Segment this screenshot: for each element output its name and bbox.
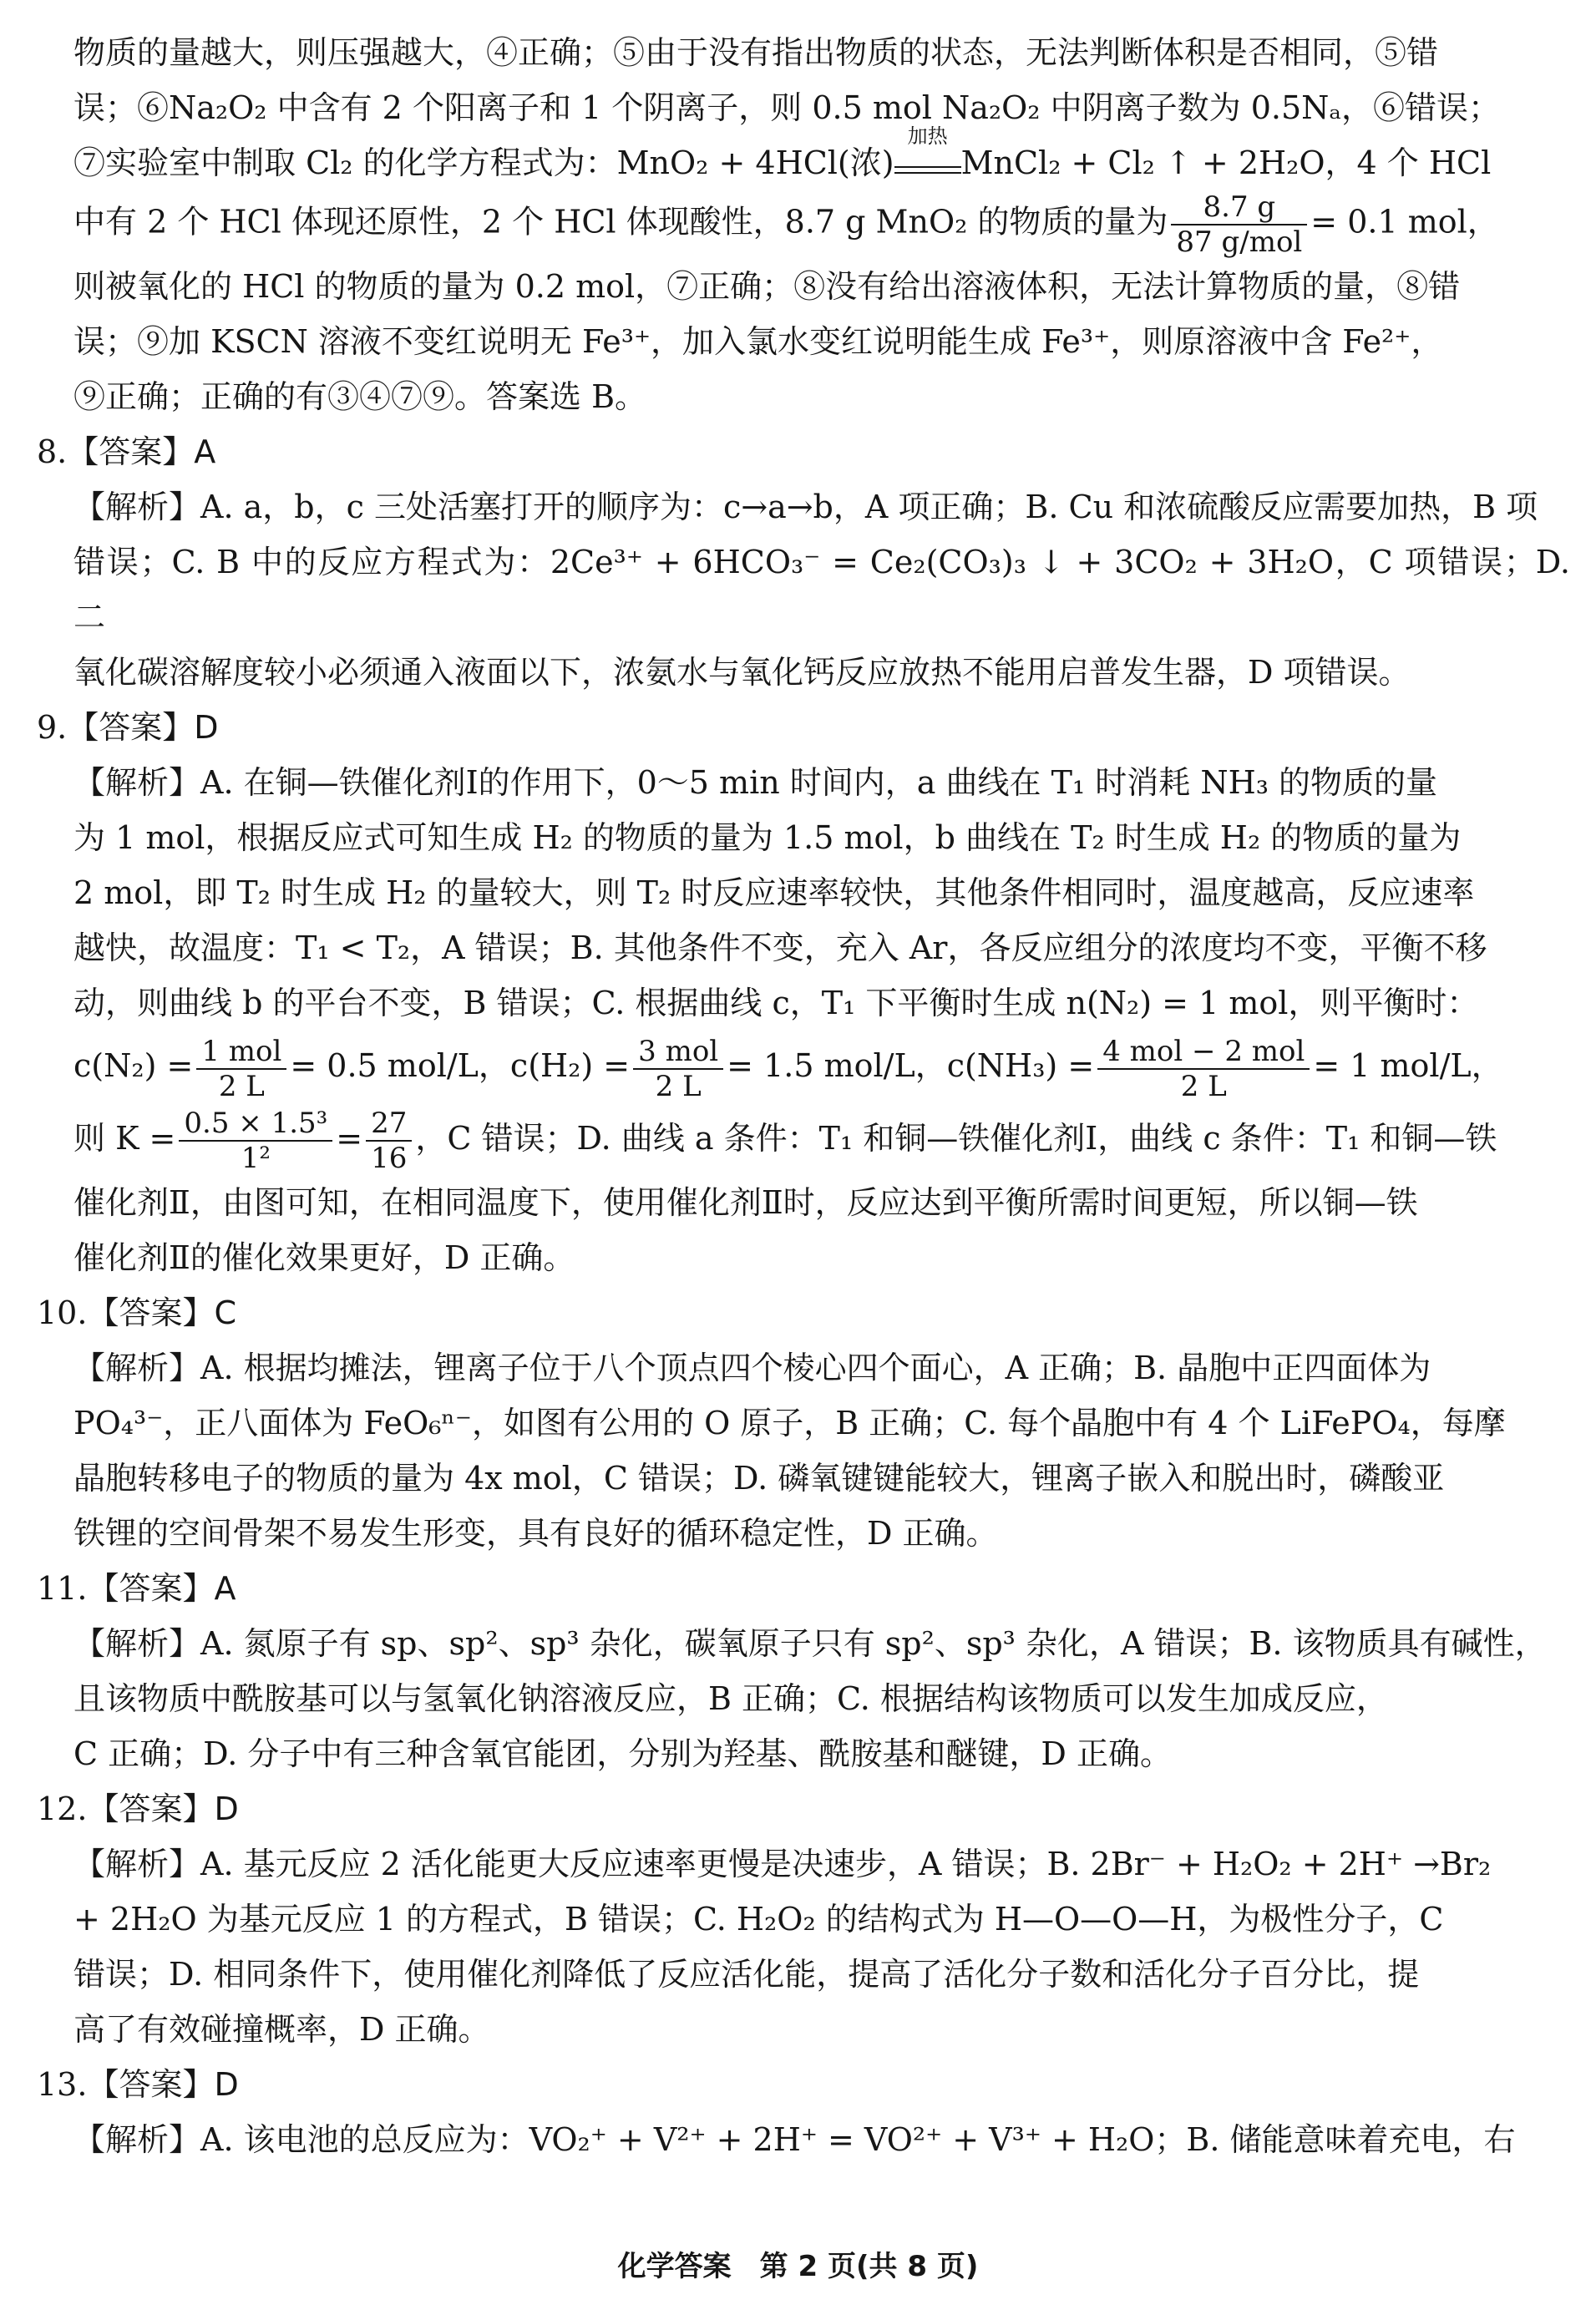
- answer-heading: [37, 1561, 1533, 1616]
- question-11: [37, 1561, 1570, 1781]
- denominator: 1²: [241, 1142, 271, 1175]
- fraction: [633, 1035, 723, 1103]
- question-9: [37, 700, 1570, 1285]
- explanation-line: 铁锂的空间骨架不易发生形变，具有良好的循环稳定性，D 正确。: [73, 1515, 998, 1552]
- denominator: 2 L: [1180, 1069, 1227, 1103]
- denominator: 2 L: [218, 1069, 265, 1103]
- explanation-line: 氧化碳溶解度较小必须通入液面以下，浓氨水与氧化钙反应放热不能用启普发生器，D 项错误。: [73, 654, 1411, 691]
- question-number: 11.: [37, 1570, 88, 1607]
- text-segment: =: [336, 1119, 363, 1157]
- explanation-line: 【解析】A. 在铜—铁催化剂Ⅰ的作用下，0～5 min 时间内，a 曲线在 T₁ 时消耗 NH₃ 的物质的量: [73, 764, 1438, 801]
- denominator: 2 L: [655, 1069, 702, 1103]
- text-segment: MnCl₂ + Cl₂ ↑ + 2H₂O，4 个 HCl: [960, 144, 1492, 181]
- explanation-line: 【解析】A. 基元反应 2 活化能更大反应速率更慢是决速步，A 错误；B. 2Br⁻ + H₂O₂ + 2H⁺ →Br₂: [73, 1846, 1492, 1882]
- text-line: 误；⑥Na₂O₂ 中含有 2 个阳离子和 1 个阴离子，则 0.5 mol Na₂O₂ 中阴离子数为 0.5Nₐ，⑥错误；: [73, 89, 1501, 126]
- text-segment: = 1 mol/L，: [1313, 1047, 1503, 1084]
- explanation-line: 为 1 mol，根据反应式可知生成 H₂ 的物质的量为 1.5 mol，b 曲线在 T₂ 时生成 H₂ 的物质的量为: [73, 819, 1462, 856]
- denominator: 16: [371, 1142, 408, 1175]
- explanation-line: 且该物质中酰胺基可以与氢氧化钠溶液反应，B 正确；C. 根据结构该物质可以发生加成反应，: [73, 1680, 1388, 1717]
- answer-label: 【答案】A: [87, 1570, 236, 1607]
- text-line-fraction: [73, 190, 1570, 259]
- numerator: 0.5 × 1.5³: [179, 1107, 332, 1142]
- question-10: [37, 1285, 1570, 1561]
- text-segment: ，C 错误；D. 曲线 a 条件：T₁ 和铜—铁催化剂Ⅰ，曲线 c 条件：T₁ 和铜—铁: [415, 1119, 1497, 1157]
- page-footer: 化学答案 第 2 页(共 8 页): [617, 2250, 979, 2283]
- text-line: 物质的量越大，则压强越大，④正确；⑤由于没有指出物质的状态，无法判断体积是否相同，⑤错: [73, 34, 1439, 71]
- explanation-line: 【解析】A. a，b，c 三处活塞打开的顺序为：c→a→b，A 项正确；B. Cu 和浓硫酸反应需要加热，B 项: [73, 489, 1538, 525]
- explanation-line: 动，则曲线 b 的平台不变，B 错误；C. 根据曲线 c，T₁ 下平衡时生成 n(N₂) = 1 mol，则平衡时：: [73, 985, 1479, 1021]
- answer-heading: [37, 424, 1533, 479]
- answer-label: 【答案】D: [87, 2066, 239, 2103]
- explanation-line: 高了有效碰撞概率，D 正确。: [73, 2011, 490, 2048]
- answer-heading: [37, 700, 1533, 755]
- answer-label: 【答案】A: [67, 433, 216, 470]
- numerator: 3 mol: [633, 1035, 723, 1070]
- answer-label: 【答案】D: [67, 709, 219, 746]
- heating-equals-sign: [894, 124, 961, 174]
- numerator: 4 mol − 2 mol: [1097, 1035, 1310, 1070]
- question-number: 8.: [37, 433, 68, 470]
- text-line: 则被氧化的 HCl 的物质的量为 0.2 mol，⑦正确；⑧没有给出溶液体积，无法计算物质的量，⑧错: [73, 268, 1461, 305]
- heating-label: 加热: [907, 124, 948, 148]
- explanation-line: 【解析】A. 氮原子有 sp、sp²、sp³ 杂化，碳氧原子只有 sp²、sp³ 杂化，A 错误；B. 该物质具有碱性，: [73, 1625, 1547, 1662]
- text-line: 误；⑨加 KSCN 溶液不变红说明无 Fe³⁺，加入氯水变红说明能生成 Fe³⁺，则原溶液中含 Fe²⁺，: [73, 323, 1443, 360]
- explanation-line: 催化剂Ⅱ，由图可知，在相同温度下，使用催化剂Ⅱ时，反应达到平衡所需时间更短，所以铜—铁: [73, 1184, 1418, 1221]
- explanation-line: C 正确；D. 分子中有三种含氧官能团，分别为羟基、酰胺基和醚键，D 正确。: [73, 1735, 1172, 1772]
- explanation-line: 错误；C. B 中的反应方程式为：2Ce³⁺ + 6HCO₃⁻ = Ce₂(CO₃)₃ ↓ + 3CO₂ + 3H₂O，C 项错误；D. 二: [73, 544, 1570, 636]
- double-bar: [894, 166, 961, 174]
- text-line: ⑨正确；正确的有③④⑦⑨。答案选 B。: [73, 378, 647, 415]
- explanation-line: 2 mol，即 T₂ 时生成 H₂ 的量较大，则 T₂ 时反应速率较快，其他条件相同时，温度越高，反应速率: [73, 874, 1475, 911]
- answer-heading: [37, 1285, 1533, 1340]
- explanation-line: 【解析】A. 根据均摊法，锂离子位于八个顶点四个棱心四个面心，A 正确；B. 晶胞中正四面体为: [73, 1350, 1431, 1386]
- question-12: [37, 1781, 1570, 2057]
- text-segment: 中有 2 个 HCl 体现还原性，2 个 HCl 体现酸性，8.7 g MnO₂ 的物质的量为: [73, 203, 1168, 241]
- explanation-line: + 2H₂O 为基元反应 1 的方程式，B 错误；C. H₂O₂ 的结构式为 H—O—O—H，为极性分子，C: [73, 1901, 1444, 1938]
- explanation-line: PO₄³⁻，正八面体为 FeO₆ⁿ⁻，如图有公用的 O 原子，B 正确；C. 每个晶胞中有 4 个 LiFePO₄，每摩: [73, 1405, 1506, 1441]
- question-8: [37, 424, 1570, 700]
- numerator: 1 mol: [196, 1035, 286, 1070]
- text-segment: = 1.5 mol/L，c(NH₃) =: [727, 1047, 1095, 1084]
- text-segment: ⑦实验室中制取 Cl₂ 的化学方程式为：MnO₂ + 4HCl(浓): [73, 144, 894, 181]
- answer-label: 【答案】D: [87, 1791, 239, 1827]
- text-line-equation: [73, 124, 1570, 190]
- explanation-line: 【解析】A. 该电池的总反应为：VO₂⁺ + V²⁺ + 2H⁺ = VO²⁺ + V³⁺ + H₂O；B. 储能意味着充电，右: [73, 2121, 1516, 2158]
- fraction: [1097, 1035, 1310, 1103]
- text-segment: = 0.5 mol/L，c(H₂) =: [290, 1047, 631, 1084]
- fraction: [1171, 190, 1307, 259]
- answer-heading: [37, 1781, 1533, 1836]
- question-number: 9.: [37, 709, 68, 746]
- question-number: 13.: [37, 2066, 88, 2103]
- explanation-line-fractions: [73, 1103, 1570, 1176]
- fraction: [366, 1107, 412, 1175]
- question-13: [37, 2057, 1570, 2167]
- answer-heading: [37, 2057, 1533, 2112]
- fraction: [196, 1035, 286, 1103]
- answer-label: 【答案】C: [87, 1294, 236, 1331]
- page-content: [37, 25, 1570, 2167]
- explanation-line: 催化剂Ⅱ的催化效果更好，D 正确。: [73, 1239, 575, 1276]
- q7-continuation: [73, 25, 1570, 424]
- explanation-line-fractions: [73, 1031, 1570, 1103]
- numerator: 27: [366, 1107, 412, 1142]
- numerator: 8.7 g: [1171, 190, 1307, 225]
- explanation-line: 越快，故温度：T₁ < T₂，A 错误；B. 其他条件不变，充入 Ar，各反应组分的浓度均不变，平衡不移: [73, 930, 1487, 966]
- question-number: 12.: [37, 1791, 88, 1827]
- explanation-line: 晶胞转移电子的物质的量为 4x mol，C 错误；D. 磷氧键键能较大，锂离子嵌入和脱出时，磷酸亚: [73, 1460, 1445, 1497]
- fraction: [179, 1107, 332, 1175]
- question-number: 10.: [37, 1294, 88, 1331]
- explanation-line: 错误；D. 相同条件下，使用催化剂降低了反应活化能，提高了活化分子数和活化分子百分比，提: [73, 1956, 1420, 1993]
- text-segment: = 0.1 mol，: [1310, 203, 1499, 241]
- denominator: 87 g/mol: [1176, 225, 1303, 259]
- text-segment: 则 K =: [73, 1119, 176, 1157]
- text-segment: c(N₂) =: [73, 1047, 194, 1084]
